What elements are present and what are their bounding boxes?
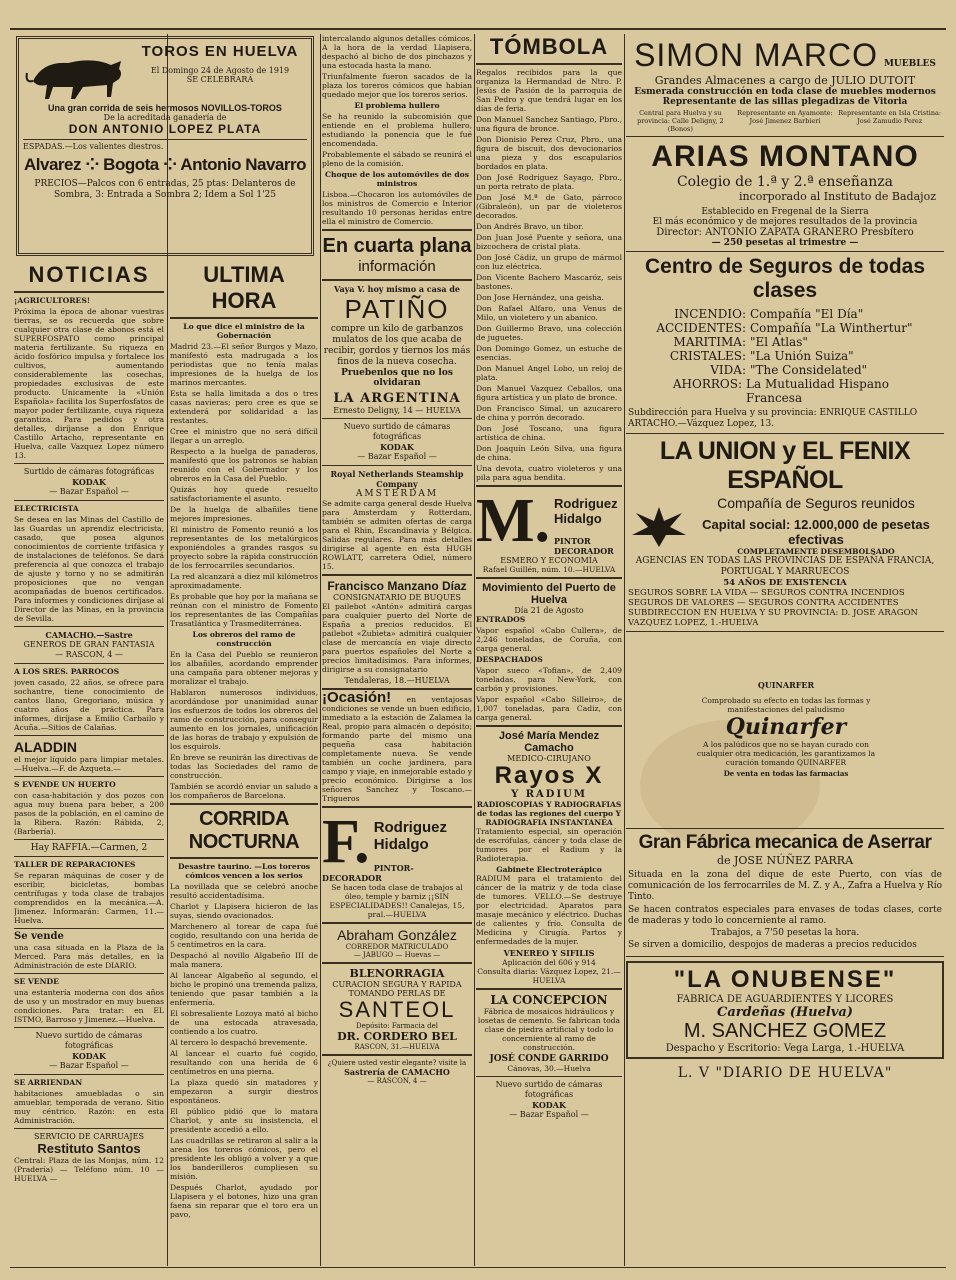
- article-paragraph: La novillada que se celebró anoche resultó accidentadísima.: [170, 882, 318, 900]
- carruajes-text: Central: Plaza de las Monjas, núm. 12 (Pradería) — Teléfono núm. 10 — HUELVA —: [14, 1156, 164, 1183]
- gonzalez-name: Abraham González: [337, 927, 457, 943]
- article-paragraph: Cree el ministro que no será difícil llegar a un arreglo.: [170, 427, 318, 445]
- union-sub: Compañía de Seguros reunidos: [717, 495, 915, 511]
- article-paragraph: Marchenero al torear de capa fué cogido, resultando con una herida de 5 centímetros en la cara.: [170, 922, 318, 949]
- rayos-gabinete: Gabinete Electroterápico: [496, 865, 602, 874]
- simon-rep: Representante en Ayamonte: José Jimenez Barbieri: [737, 109, 833, 125]
- santeol-ad: [322, 967, 472, 1051]
- article-paragraph: La plaza quedó sin matadores y empezaron a surgir diestros espontáneos.: [170, 1078, 318, 1105]
- arias-economico: El más económico y de mejores resultados de la provincia: [652, 217, 918, 227]
- seguros-ad: [626, 252, 944, 434]
- seguros-row: [628, 349, 942, 363]
- manzano-name: Francisco Manzano Díaz: [327, 579, 467, 593]
- puerto-despachados-head: DESPACHADOS: [476, 655, 543, 664]
- mendez-ad: [476, 730, 622, 827]
- tombola-item: Don Manuel Vazquez Ceballos, una figura artística y un plato de bronce.: [476, 384, 622, 402]
- aserrar-text: Se sirven a domicilio, despojos de maderas a precios reducidos: [628, 940, 917, 950]
- simon-marco-ad: [626, 34, 944, 137]
- seguros-list: [628, 307, 942, 405]
- seguros-kind: MARITIMA:: [673, 335, 746, 349]
- camacho-ad-2: [322, 1059, 472, 1085]
- hidalgo-motto: ESMERO Y ECONOMÍA: [500, 556, 598, 565]
- tombola-item: Don José M.ª de Gato, párroco (Gibraleón), un par de violeteros decorados.: [476, 193, 622, 220]
- ocasion-head: ¡Ocasión!: [322, 689, 392, 706]
- union-existencia: 54 AÑOS DE EXISTENCIA: [723, 578, 847, 588]
- tombola-item: Don Juan José Puente y señora, una bizcochera de cristal plata.: [476, 233, 622, 251]
- kodak-line: Nuevo surtido de cámaras fotográficas: [343, 422, 451, 441]
- aserrar-title: Gran Fábrica mecanica de Aserrar: [638, 832, 932, 853]
- phoenix-icon: [628, 501, 690, 551]
- column-1: [14, 262, 164, 1266]
- electricista-head: ELECTRICISTA: [14, 504, 79, 513]
- footer-masthead: L. V "DIARIO DE HUELVA": [677, 1065, 893, 1081]
- electricista-text: Se desea en las Minas del Castillo de las Guardas un aprendiz electricista, casado, que posea algunos conocimientos de corriente trifásica y de instalaciones de teléfonos. Se dará preferencia al que conozca el trabajo de ajuste y torno y no se admitirán proposiciones que no vengan acompañadas de buenos certificados. Para informes y condiciones diríjase al Director de las Minas, en la provincia de Sevilla.: [14, 515, 164, 623]
- rayos-text-2: RADIUM para el tratamiento del cáncer de la matriz y de toda clase de tumores. VELLO.—Se destruye por electricidad. Aparatos para masaje mecánico y eléctrico. Duchas de calientes y frío. Consulta de Medicina y Cirugía. Partos y enfermedades de la mujer.: [476, 874, 622, 946]
- article-paragraph: Al lancear el cuarto fué cogido, resultando con una herida de 6 centímetros en una pierna.: [170, 1049, 318, 1076]
- kodak-bazar: — Bazar Español —: [357, 452, 437, 461]
- seguros-row: [628, 363, 942, 377]
- kodak-line: Nuevo surtido de cámaras fotográficas: [35, 1031, 143, 1050]
- quinarfer-venta: De venta en todas las farmacias: [723, 769, 849, 778]
- column-4: [476, 34, 622, 1266]
- article-paragraph: Después Charlot, ayudado por Llapisera y el botones, hizo una gran faena sin reparar que el toro era un pavo,: [170, 1183, 318, 1219]
- quinarfer-brand: Quinarfer: [725, 714, 847, 740]
- noticias-title: NOTICIAS: [28, 262, 150, 287]
- patino-line: Vaya V. hoy mismo a casa de: [333, 284, 460, 294]
- tombola-item: Don Domingo Gomez, un estuche de esencias.: [476, 344, 622, 362]
- article-subhead: El problema hullero: [354, 101, 440, 110]
- tombola-item: Don Manuel Sanchez Santiago, Pbro., una figura de bronce.: [476, 115, 622, 133]
- parrocos-text: joven casado, 22 años, se ofrece para sochantre, tiene conocimiento de cantos llano, Gregoriano, música y cuatro años de práctica. Para informes, diríjase a Emilio Carbailo y Acuña.—Sitios de Calañas.: [14, 678, 164, 732]
- concepcion-owner: JOSÉ CONDE GARRIDO: [489, 1054, 609, 1064]
- toros-ganadero: DON ANTONIO LOPEZ PLATA: [68, 122, 262, 136]
- cuarta-plana-box: [322, 235, 472, 275]
- aserrar-text: Se hacen contratos especiales para envases de todas clases, corte de maderas y todo lo concerniente al ramo.: [628, 905, 942, 926]
- seguros-row: [628, 377, 942, 405]
- top-rule: [10, 28, 946, 30]
- rayos-services: RADIOSCOPIAS Y RADIOGRAFIAS de todas las regiones del cuerpo Y RADIOGRAFIA INSTANTANEA: [476, 800, 622, 827]
- column-rule: [320, 34, 321, 1266]
- tombola-item: Don Rafael Alfaro, una Venus de Milo, un violetero y un abanico.: [476, 304, 622, 322]
- hidalgo-role: PINTOR DECORADOR: [554, 536, 614, 556]
- tombola-item: Don Jose Hernández, una geisha.: [476, 293, 604, 302]
- arias-price: — 250 pesetas al trimestre —: [711, 238, 859, 248]
- quinarfer-text: Comprobado su efecto en todas las formas y manifestaciones del paludismo: [701, 696, 871, 714]
- toros-date: El Domingo 24 de Agosto de 1919: [150, 66, 290, 75]
- article-paragraph: También se acordó enviar un saludo a los compañeros de Barcelona.: [170, 782, 318, 800]
- hidalgo-role: PINTOR-DECORADOR: [322, 863, 414, 883]
- concepcion-text: Fábrica de mosaicos hidráulicos y losetas de cemento. Se fabrican toda clase de piedra artificial y todo lo concerniente al ramo de construcción.: [477, 1007, 621, 1052]
- aserrar-owner: de JOSE NÚÑEZ PARRA: [716, 854, 854, 867]
- onubense-ad: [626, 961, 944, 1059]
- article-paragraph: Charlot y Llapisera hicieron de las suyas, siendo ovacionados.: [170, 902, 318, 920]
- seguros-row: [628, 307, 942, 321]
- article-paragraph: Es probable que hoy por la mañana se reúnan con el ministro de Fomento los representantes de las Compañías Trasatlántica y Trasmediterránea.: [170, 592, 318, 628]
- puerto-title: Movimiento del Puerto de Huelva: [482, 582, 616, 606]
- article-paragraph: En breve se reunirán las directivas de todas las Sociedades del ramo de construcción.: [170, 753, 318, 780]
- toros-title: TOROS EN HUELVA: [141, 43, 299, 60]
- seguros-subdireccion: Subdirección para Huelva y su provincia: ENRIQUE CASTILLO ARTACHO.—Vázquez Lopez, 13.: [628, 408, 918, 429]
- seguros-kind: ACCIDENTES:: [656, 321, 746, 335]
- article-subhead: Choque de los automóviles de dos ministros: [324, 170, 470, 188]
- rayos-text: Tratamiento especial, sin operación de escrófulas, cáncer y toda clase de tumores por el Radium y la Radioterapia.: [476, 827, 622, 863]
- taller-text: Se reparan máquinas de coser y de escribir, bicicletas, bombas centrífugas y toda clase de trabajos comprendidos en la mecánica.—A. Jimenez. Informarán: Carmen, 11.—Huelva.: [14, 871, 164, 925]
- ultima-sub1: Lo que dice el ministro de la Gobernación: [183, 322, 305, 340]
- patino-ad: [322, 284, 472, 415]
- tombola-item: Don Francisco Simal, un azucarero de china y porrón decorado.: [476, 404, 622, 422]
- onubense-sub: FABRICA DE AGUARDIENTES Y LICORES: [676, 994, 894, 1005]
- concepcion-title: LA CONCEPCION: [490, 993, 608, 1007]
- santeol-brand: SANTEOL: [338, 997, 456, 1022]
- union-capital: Capital social: 12.000,000 de pesetas efectivas: [702, 517, 930, 547]
- corrida-sub: Desastre taurino. —Los toreros cómicos vencen a los serios: [177, 862, 311, 880]
- aserrar-price: Trabajos, a 7'50 pesetas la hora.: [710, 928, 860, 938]
- hidalgo-addr: Rafael Guillén, núm. 10.—HUELVA: [482, 565, 616, 574]
- quinarfer-text-2: A los palúdicos que no se hayan curado con cualquier otra medicación, les garantizamos la curación tomando QUINARFER: [696, 740, 876, 767]
- seguros-kind: CRISTALES:: [669, 349, 746, 363]
- bottom-rule: [10, 1267, 946, 1268]
- initial-letter: F.: [322, 808, 370, 876]
- agricultores-text: Próxima la época de abonar vuestras tierras, se os recuerda que sobre cualquier otra clase de abonos está el SUPERFOSPATO como principal materia fertilizante. Su riqueza en ácido fosfórico impulsa y fortalece los cultivos, aumentando considerablemente las cosechas, propiedades exclusivas de este producto. Unicamente la «Unión Española» facilita los Superfosfatos de mayor poder fertilizante, cuya riqueza garantiza. Para pedidos y otra detalles, diríjanse a don Enrique Castillo Artacho, representante en Huelva, calle Vazquez Lopez número 13.: [14, 307, 164, 460]
- kodak-brand: KODAK: [532, 1100, 566, 1110]
- simon-rep: Central para Huelva y su provincia: Calle Deligny, 2 (Bonos): [637, 109, 724, 133]
- huerto-text: con casa-habitación y dos pozos con agua muy buena para beber, a 200 pasos de la población, en el camino de la Ribera. Razón: Rábida, 2, (Barbería).: [14, 791, 164, 836]
- santeol-doctor: DR. CORDERO BEL: [337, 1030, 457, 1043]
- article-paragraph: De la huelga de albañiles tiene mejores impresiones.: [170, 505, 318, 523]
- article-paragraph: Al lancear Algabeño al segundo, el bicho le propinó una tremenda paliza, teniendo que pasar también a la enfermería.: [170, 971, 318, 1007]
- seguros-company: "The Considelated": [750, 363, 868, 377]
- article-paragraph: Quizás hoy quede resuelto satisfactoriamente el asunto.: [170, 485, 318, 503]
- carruajes-name: Restituto Santos: [37, 1141, 141, 1156]
- tombola-item: Una devota, cuatro violeteros y una pila para agua bendita.: [476, 464, 622, 482]
- article-paragraph: Probablemente el sábado se reunirá el pleno de la comisión.: [322, 150, 472, 168]
- onubense-owner: M. SANCHEZ GOMEZ: [683, 1020, 887, 1042]
- corrida-title: CORRIDA NOCTURNA: [188, 808, 300, 853]
- puerto-entry: Vapor sueco «Tofian», de 2,409 toneladas, para New-York, con carbón y provisiones.: [476, 666, 622, 693]
- seguros-kind: INCENDIO:: [674, 307, 746, 321]
- arriendan-head: SE ARRIENDAN: [14, 1078, 83, 1087]
- steamship-city: AMSTERDAM: [355, 489, 439, 499]
- mendez-name: José María Mendez Camacho: [498, 730, 600, 754]
- simon-name: SIMON MARCO: [634, 37, 878, 73]
- union-seguros: SEGUROS SOBRE LA VIDA — SEGUROS CONTRA INCENDIOS: [628, 588, 905, 598]
- quinarfer-ad: [626, 632, 944, 829]
- patino-text: compre un kilo de garbanzos mulatos de los que acaba de recibir, gordos y tiernos los más finos de la nueva cosecha.: [323, 324, 471, 367]
- tombola-list: [476, 115, 622, 482]
- puerto-entradas-head: ENTRADOS: [476, 615, 526, 624]
- initial-letter: M.: [476, 487, 551, 555]
- sevende2-text: una estantería moderna con dos años de uso y un mostrador en muy buenas condiciones. Para tratar: en EL ISTMO, Barroso y Jimenez.—Huelva.: [14, 988, 164, 1024]
- article-paragraph: Respecto a la huelga de panaderos, manifestó que los patronos se habían reunido con el Gobernador y los obreros en la Casa del Pueblo.: [170, 447, 318, 483]
- arias-incorporado: incorporado al Instituto de Badajoz: [738, 190, 936, 203]
- puerto-entry: Vapor español «Cabo Cullera», de 2,246 toneladas, de Coruña, con carga general.: [476, 626, 622, 653]
- santeol-head: BLENORRAGIA: [349, 967, 445, 980]
- article-paragraph: Las cuadrillas se retiraron al salir a la arena los toreros cómicos, pero el presidente les obligó a volver y a que los banderilleros cumpliesen su misión.: [170, 1136, 318, 1181]
- kodak-brand: KODAK: [380, 442, 414, 452]
- cuarta-sub: información: [358, 258, 436, 275]
- column-2: [170, 262, 318, 1266]
- seguros-kind: AHORROS:: [672, 377, 743, 391]
- column-rule: [474, 34, 475, 1266]
- kodak-ad-2: [14, 1031, 164, 1071]
- tombola-item: Don Guillermo Bravo, una colección de juguetes.: [476, 324, 622, 342]
- article-paragraph: Madrid 23.—El señor Burgos y Mazo, manifestó esta madrugada a los periodistas que no tenía malas impresiones de la huelga de los marinos mercantes.: [170, 342, 318, 387]
- ocasion-text: en ventajosas condiciones se vende un buen edificio, inmediato a la estación de Zalamea la Real, propio para almacén o depósito; formando parte del mismo una pequeña casa habitación completamente nueva. Se vende también un coche jardinera, para campo y viaje, en inmejorable estado y precio económico. Dirigirse a los señores Sanchez y Toscano.—Trigueros: [322, 695, 472, 803]
- simon-muebles: MUEBLES: [883, 59, 936, 69]
- column-3: [322, 34, 472, 1266]
- arias-title: ARIAS MONTANO: [651, 140, 919, 173]
- union-subdireccion: SUBDIRECCION EN HUELVA Y SU PROVINCIA: D. JOSE ARAGON VAZQUEZ LOPEZ, 1.-HUELVA: [628, 608, 918, 628]
- arias-montano-ad: [626, 137, 944, 252]
- article-paragraph: Al tercero lo despachó brevemente.: [170, 1038, 308, 1047]
- simon-line-3: Representante de las sillas plegadizas de Vitoria: [662, 97, 908, 107]
- rayos-aplicacion: Aplicación del 606 y 914: [502, 958, 596, 967]
- article-paragraph: En la Casa del Pueblo se reunieron los albañiles, acordando emprender una campaña para obtener mejoras y moralizar el trabajo.: [170, 650, 318, 686]
- hidalgo-ad-2: [322, 808, 472, 919]
- arias-sub: Colegio de 1.ª y 2.ª enseñanza: [676, 174, 894, 190]
- puerto-entry: Vapor español «Cabo Silleiro», de 1,007 toneladas, para Cadiz, con carga general.: [476, 695, 622, 722]
- sevende-text: una casa situada en la Plaza de la Merced. Para más detalles, en la Administración de este DIARIO.: [14, 943, 164, 970]
- union-agencias: AGENCIAS EN TODAS LAS PROVINCIAS DE ESPAÑA FRANCIA, PORTUGAL Y MARRUECOS: [635, 556, 935, 577]
- camacho-ad: [14, 630, 164, 660]
- rayos-consulta: Consulta diaria: Vázquez Lopez, 21.—HUELVA: [477, 967, 621, 985]
- camacho-addr: — RASCON, 4 —: [55, 650, 123, 659]
- santeol-addr: RASCON, 31.—HUELVA: [354, 1043, 440, 1051]
- seguros-row: [628, 321, 942, 335]
- ultima-sub2: Los obreros del ramo de construcción: [192, 630, 296, 648]
- mendez-role: MEDICO-CIRUJANO: [507, 754, 591, 763]
- sevende2-head: SE VENDE: [14, 977, 59, 986]
- quinarfer-head: QUINARFER: [757, 680, 815, 690]
- toros-diestros: Alvarez ⁘ Bogota ⁘ Antonio Navarro: [24, 155, 306, 174]
- union-fenix-ad: [626, 434, 944, 632]
- ultima-hora-title: ULTIMA HORA: [203, 262, 285, 313]
- toros-espadas: ESPADAS.—Los valientes diestros.: [23, 139, 307, 151]
- tombola-item: Don Andrés Bravo, un tibor.: [476, 222, 584, 231]
- article-paragraph: El ministro de Fomento reunió a los representantes de los metalúrgicos exponiéndoles a grandes rasgos su proyecto sobre la rápida construcción de los ferrocarriles secundarios.: [170, 525, 318, 570]
- kodak-line: Nuevo surtido de cámaras fotográficas: [495, 1080, 603, 1099]
- union-seguros: SEGUROS DE VALORES — SEGUROS CONTRA ACCIDENTES: [628, 598, 899, 608]
- puerto-date: Día 21 de Agosto: [514, 606, 584, 615]
- seguros-company: La Mutualidad Hispano Francesa: [746, 377, 889, 405]
- cuarta-title: En cuarta plana: [322, 235, 472, 257]
- article-paragraph: La red alcanzará a diez mil kilómetros aproximadamente.: [170, 572, 318, 590]
- santeol-line: CURACION SEGURA Y RAPIDA TOMANDO PERLAS DE: [332, 980, 462, 998]
- hidalgo-text: Se hacen toda clase de trabajos al óleo, temple y barniz ¡¡SIN ESPECIALIDADES!! Canalejas, 15, pral.—HUELVA: [329, 883, 465, 919]
- article-paragraph: El público pidió que lo matara Charlot, y ante su insistencia, el presidente accedió a ello.: [170, 1107, 318, 1134]
- hidalgo-name: Rodriguez Hidalgo: [373, 819, 448, 853]
- kodak-brand: KODAK: [72, 1051, 106, 1061]
- column-rule: [624, 34, 625, 1266]
- patino-name: PATIÑO: [344, 294, 450, 324]
- simon-line: Grandes Almacenes a cargo de JULIO DUTOIT: [654, 74, 916, 87]
- santeol-deposit: Depósito: Farmacia del: [355, 1022, 439, 1030]
- aladdin-text: el mejor líquido para limpiar metales. —Huelva.—F. de Azqueta.—: [14, 755, 164, 773]
- onubense-place: Cardeñas (Huelva): [717, 1005, 853, 1020]
- seguros-kind: VIDA:: [710, 363, 746, 377]
- gonzalez-role: CORREDOR MATRICULADO: [345, 943, 449, 951]
- patino-slogan: Pruebenlos que no los olvidaran: [341, 368, 453, 388]
- manzano-text: El pailebot «Antón» admitirá cargas para cualquier puerto del Norte de España a precios reducidos. El pailebot «Zubieta» admitirá cualquier clase de mercancía en viaje directo para puertos españoles del Norte a precios limitadísimos. Para informes, dirigirse a su consignatario: [322, 602, 472, 674]
- seguros-company: Compañía "La Winthertur": [750, 321, 913, 335]
- arias-director: Director: ANTONIO ZAPATA GRANERO Presbítero: [656, 227, 914, 238]
- manzano-addr: Tendaleras, 18.—HUELVA: [344, 676, 450, 685]
- raffia-ad: Hay RAFFIA.—Carmen, 2: [30, 843, 148, 853]
- concepcion-addr: Cánovas, 30.—Huelva: [507, 1064, 591, 1073]
- article-paragraph: Hablaron numerosos individuos, acordándose por unanimidad aunar los esfuerzos de todos los obreros del ramo de construcción, para conseguir aumento en los jornales, unificación de las horas de trabajo y expulsión de los esquirols.: [170, 688, 318, 751]
- article-paragraph: Despachó al novillo Algabeño III de mala manera.: [170, 951, 318, 969]
- kodak-line: Surtido de cámaras fotográficas: [23, 467, 155, 476]
- seguros-company: Compañía "El Día": [750, 307, 864, 321]
- kodak-ad: [14, 467, 164, 497]
- gonzalez-addr: — JABUGO — Huevas —: [353, 951, 441, 959]
- hidalgo-name: Rodriguez Hidalgo: [554, 496, 618, 526]
- article-paragraph: Lisboa.—Chocaron los automóviles de los ministros de Comercio e Interior resultando 10 personas heridas entre ella el ministro de Comercio.: [322, 190, 472, 226]
- aladdin-head: ALADDIN: [14, 739, 77, 755]
- kodak-bazar: — Bazar Español —: [49, 487, 129, 496]
- tombola-intro: Regalos recibidos para la que organiza la Hermandad de Ntro. P. Jesús de Pasión de la parroquia de San Pedro y que tendrá lugar en los días de feria.: [476, 68, 622, 113]
- kodak-ad-4: [476, 1080, 622, 1120]
- tombola-item: Don José Cádiz, un grupo de mármol con luz eléctrica.: [476, 253, 622, 271]
- simon-line-2: Esmerada construcción en toda clase de muebles modernos: [634, 87, 936, 97]
- tombola-item: Don José Rodriguez Sayago, Pbro., un porta retrato de plata.: [476, 173, 622, 191]
- seguros-row: [628, 335, 942, 349]
- toros-ganaderia: De la acreditada ganadería de: [103, 113, 227, 122]
- onubense-addr: Despacho y Escritorio: Vega Larga, 1.-HUELVA: [665, 1043, 905, 1054]
- carruajes-head: SERVICIO DE CARRUAJES: [34, 1132, 144, 1141]
- article-paragraph: intercalando algunos detalles cómicos. A la hora de la verdad Llapisera, despachó al bicho de dos pinchazos y una estocada hasta la mano.: [322, 34, 472, 70]
- camacho-line: GENEROS DE GRAN FANTASIA: [23, 640, 155, 649]
- manzano-role: CONSIGNATARIO DE BUQUES: [332, 593, 462, 602]
- union-title: LA UNION y EL FENIX ESPAÑOL: [659, 437, 911, 494]
- tombola-item: Don Manuel Angel Lobo, un reloj de plata.: [476, 364, 622, 382]
- argentina-addr: Ernesto Deligny, 14 — HUELVA: [333, 406, 461, 415]
- tombola-item: Don José Toscano, una figura artística de china.: [476, 424, 622, 442]
- arias-establecido: Establecido en Fregenal de la Sierra: [701, 207, 869, 217]
- huerto-head: S EVENDE UN HUERTO: [14, 780, 116, 789]
- gonzalez-ad: [322, 927, 472, 959]
- camacho-name: CAMACHO.—Sastre: [45, 630, 133, 640]
- seguros-company: "El Atlas": [750, 335, 808, 349]
- tombola-item: Don Joaquín León Silva, una figura de china.: [476, 444, 622, 462]
- rayos-venereo: VENEREO Y SIFILIS: [503, 948, 595, 958]
- article-paragraph: El sobresaliente Lozoya mató al bicho de una estocada atravesada, contiendo a los cuatro.: [170, 1009, 318, 1036]
- camacho-addr: — RASCON, 4 —: [367, 1077, 427, 1085]
- seguros-company: "La Unión Suiza": [750, 349, 854, 363]
- kodak-brand: KODAK: [72, 477, 106, 487]
- toros-ad: [16, 36, 314, 256]
- hidalgo-ad: [476, 487, 622, 574]
- tombola-item: Don Dionisio Perez Cruz, Pbro., una figura de biscuit, dos devocionarios una pieza y dos escapularios bordados en plata.: [476, 135, 622, 171]
- arriendan-text: habitaciones amuebladas o sin amueblar, temporada de verano. Sitio muy céntrico. Razón: en esta Administración.: [14, 1089, 164, 1125]
- kodak-bazar: — Bazar Español —: [49, 1061, 129, 1070]
- tombola-title: TÓMBOLA: [489, 34, 609, 59]
- bull-icon: [23, 43, 133, 103]
- simon-rep: Representante en Isla Cristina: José Zamudio Perez: [838, 109, 942, 125]
- article-paragraph: Se ha reunido la subcomisión que entiende en el problema hullero, estudiando la ponencia que le fué encomendada.: [322, 112, 472, 148]
- toros-celebrara: SE CELEBRARÁ: [186, 75, 254, 84]
- rayos-title: Rayos X: [494, 762, 604, 789]
- union-desembolsado: COMPLETAMENTE DESEMBOLSADO: [737, 547, 895, 556]
- kodak-bazar: — Bazar Español —: [509, 1110, 589, 1119]
- concepcion-ad: [476, 993, 622, 1073]
- tombola-item: Don Vicente Bachero Mascaróz, seis bastones.: [476, 273, 622, 291]
- aserrar-text: Situada en la zona del dique de este Puerto, con vías de comunicación de los ferrocarriles de M. Z. y A., Zafra a Huelva y Río Tinto.: [628, 870, 942, 902]
- toros-precios: PRECIOS—Palcos con 6 entradas, 25 ptas: Delanteros de Sombra, 3: Entrada a Sombra 2; Idem a Sol 1'25: [34, 179, 296, 200]
- seguros-title: Centro de Seguros de todas clases: [644, 255, 926, 302]
- rayos-sub: Y RADIUM: [511, 789, 587, 800]
- camacho-line: ¿Quiere usted vestir elegante? visite la: [327, 1059, 467, 1067]
- article-paragraph: Triunfalmente fueron sacados de la plaza los toreros cómicos que habían quedado mejor que los toreros serios.: [322, 72, 472, 99]
- steamship-name: Royal Netherlands Steamship Company: [330, 469, 464, 489]
- aserrar-ad: [626, 829, 944, 957]
- parrocos-head: A LOS SRES. PARROCOS: [14, 667, 120, 676]
- toros-corrida: Una gran corrida de seis hermosos NOVILLOS-TOROS: [48, 103, 282, 113]
- kodak-ad-3: [322, 422, 472, 462]
- argentina-name: LA ARGENTINA: [333, 391, 461, 406]
- sevende-head: Se vende: [14, 931, 64, 942]
- agricultores-head: ¡AGRICULTORES!: [14, 296, 91, 305]
- steamship-text: Se admite carga general desde Huelva para Amsterdam y Rotterdam, también se admiten ofertas de carga para el Rhin, Escandinavia y Bélgica. Salidas regulares. Para más detalles dirigirse al agente en ésta HUGH ROWLATT, carretera Odiel, número 15.: [322, 499, 472, 571]
- camacho-name: Sastrería de CAMACHO: [344, 1067, 450, 1077]
- onubense-title: "LA ONUBENSE": [673, 966, 897, 993]
- taller-head: TALLER DE REPARACIONES: [14, 860, 136, 869]
- article-paragraph: Esta se halla limitada a dos o tres casas navieras; pero cree es que se extenderá por solidaridad a las restantes.: [170, 389, 318, 425]
- column-5: [626, 34, 944, 1266]
